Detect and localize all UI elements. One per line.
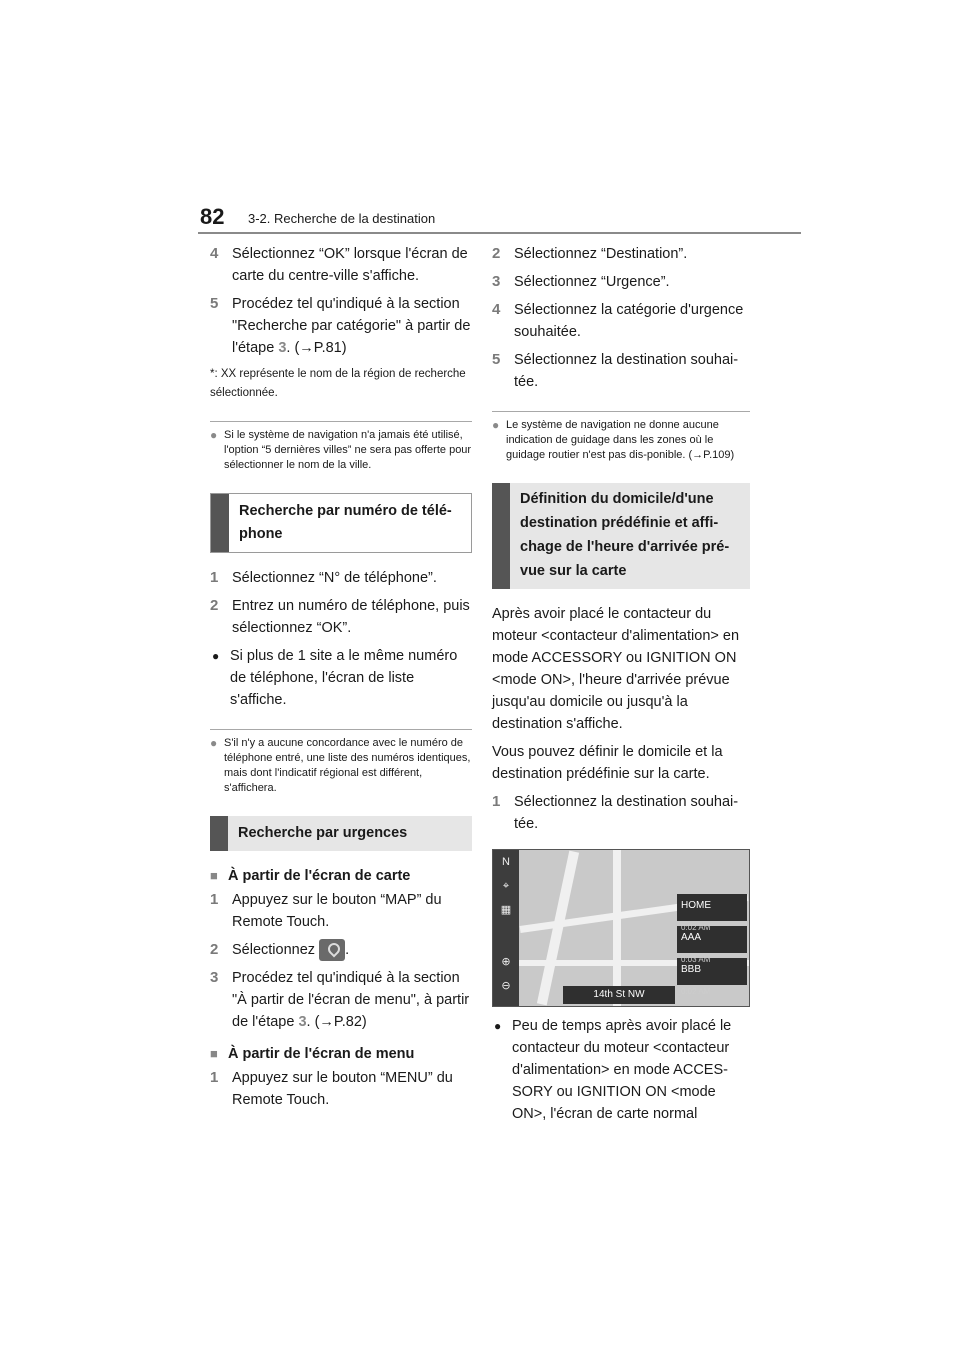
step-text: Appuyez sur le bouton “MENU” du Remote Touch. — [232, 1070, 453, 1109]
step-number: 1 — [210, 891, 219, 908]
square-bullet-icon: ■ — [210, 868, 218, 883]
step — [210, 889, 472, 933]
bullet-text: Si plus de 1 site a le même numéro de téléphone, l'écran de liste s'affiche. — [230, 648, 458, 708]
step-number: 4 — [492, 301, 501, 318]
destination-item[interactable] — [677, 894, 747, 932]
destination-item[interactable] — [677, 926, 747, 964]
heading-box-urgence — [210, 816, 472, 851]
step — [492, 271, 750, 293]
step-text: Sélectionnez “N° de téléphone”. — [232, 570, 437, 586]
step-text: Sélectionnez “OK” lorsque l'écran de carte du centre-ville s'affiche. — [232, 246, 468, 284]
grid-icon[interactable]: ▦ — [500, 904, 512, 916]
destination-name: AAA — [681, 932, 702, 943]
note-text: S'il n'y a aucune concordance avec le numéro de téléphone entré, une liste des numéros identiques, mais dont l'indicatif régional est différent, s'affichera. — [224, 737, 471, 794]
street-name-bar: 14th St NW — [563, 986, 675, 1004]
step — [210, 967, 472, 1033]
heading-bar — [492, 483, 510, 589]
subheading — [210, 1043, 472, 1065]
step — [210, 595, 472, 639]
step-number: 1 — [210, 1069, 219, 1087]
step-text: Sélectionnez la catégorie d'urgence souhaitée. — [514, 302, 744, 340]
step-number: 2 — [210, 941, 219, 958]
right-column — [492, 243, 750, 1131]
step-text-part: . — [345, 942, 350, 958]
step-number: 1 — [210, 569, 219, 586]
heading-bar — [210, 816, 228, 851]
step-text — [232, 967, 472, 1033]
subheading — [210, 865, 472, 887]
map-road — [613, 850, 621, 1006]
page-link[interactable]: . (→P.81) — [286, 340, 347, 356]
destination-pin-icon — [319, 939, 345, 961]
map-side-toolbar — [493, 850, 519, 1006]
header-divider — [198, 232, 801, 234]
step-text — [232, 939, 472, 961]
step-text: Appuyez sur le bouton “MAP” du Remote Touch. — [232, 892, 442, 930]
step-text: Sélectionnez “Urgence”. — [514, 274, 670, 290]
step-number: 5 — [492, 351, 501, 368]
bullet-item — [492, 1015, 750, 1125]
heading-bar — [211, 494, 229, 552]
note-divider — [492, 411, 750, 412]
step — [492, 299, 750, 343]
zoom-out-icon[interactable]: ⊖ — [501, 980, 511, 992]
step — [210, 243, 472, 287]
pin-icon[interactable]: ⌖ — [502, 880, 510, 892]
step — [210, 939, 472, 961]
subheading-text: À partir de l'écran de carte — [228, 868, 411, 884]
bullet-icon: ● — [494, 1019, 502, 1033]
note — [210, 428, 472, 473]
step — [492, 243, 750, 265]
heading-box-phone — [210, 493, 472, 553]
bullet-text: Peu de temps après avoir placé le contacteur du moteur <contacteur d'alimentation> en mode ACCES-SORY ou IGNITION ON <mode ON>, l'écran de carte normal — [512, 1018, 732, 1122]
destination-item[interactable] — [677, 958, 747, 996]
heading-text: Recherche par numéro de télé-phone — [239, 503, 452, 542]
heading-box-domicile — [492, 483, 750, 589]
note-bullet-icon: ● — [210, 428, 218, 442]
zoom-in-icon[interactable]: ⊕ — [501, 956, 511, 968]
step-number: 1 — [492, 793, 501, 810]
note-divider — [210, 421, 472, 422]
step-reference: 3 — [278, 340, 287, 356]
step — [492, 349, 750, 393]
step-text-part: Sélectionnez — [232, 942, 320, 958]
paragraph: Vous pouvez définir le domicile et la destination prédéfinie sur la carte. — [492, 744, 723, 782]
note-divider — [210, 729, 472, 730]
arrival-time: 0:02 AM — [681, 987, 711, 996]
bullet-icon: ● — [212, 649, 220, 663]
compass-icon[interactable]: N — [502, 856, 510, 868]
note — [492, 418, 750, 463]
arrival-time: 0:03 AM — [681, 955, 711, 964]
arrival-time: 0:02 AM — [681, 923, 711, 932]
step-text: Sélectionnez “Destination”. — [514, 246, 688, 262]
section-title: 3-2. Recherche de la destination — [248, 211, 436, 226]
step-text — [232, 293, 472, 359]
heading-text: Définition du domicile/d'une destination prédéfinie et affi-chage de l'heure d'arrivée pré-vue sur la carte — [520, 491, 730, 579]
note-bullet-icon: ● — [492, 418, 500, 432]
destination-name: HOME — [681, 900, 711, 911]
step-number: 2 — [492, 245, 501, 262]
step — [492, 791, 750, 835]
step — [210, 1067, 472, 1111]
note-text: Le système de navigation ne donne aucune indication de guidage dans les zones où le guidage routier n'est pas dis-ponible. (→P.109) — [506, 419, 735, 461]
destination-list — [677, 894, 747, 996]
paragraph: Après avoir placé le contacteur du moteur <contacteur d'alimentation> en mode ACCESSORY ou IGNITION ON <mode ON>, l'heure d'arrivée prévue jusqu'au domicile ou jusqu'à la destination s'affiche. — [492, 606, 740, 732]
step-number: 5 — [210, 295, 219, 312]
step-text-part: Procédez tel qu'indiqué à la section "Recherche par catégorie" à partir de l'étape — [232, 296, 471, 356]
step-text: Sélectionnez la destination souhai-tée. — [514, 352, 739, 390]
step-text: Sélectionnez la destination souhai-tée. — [514, 794, 739, 832]
step-number: 3 — [492, 273, 501, 290]
step — [210, 293, 472, 359]
step-number: 2 — [210, 597, 219, 614]
note — [210, 736, 472, 796]
left-column — [210, 243, 472, 1117]
step-text-part: Procédez tel qu'indiqué à la section "À partir de l'écran de menu", à partir de l'étape — [232, 970, 470, 1031]
page-number: 82 — [200, 204, 225, 229]
step-number: 3 — [210, 969, 219, 987]
footnote: *: XX représente le nom de la région de recherche sélectionnée. — [210, 368, 466, 399]
step — [210, 567, 472, 589]
step-reference: 3 — [298, 1014, 307, 1031]
note-bullet-icon: ● — [210, 736, 218, 750]
destination-name: BBB — [681, 964, 702, 975]
square-bullet-icon: ■ — [210, 1046, 218, 1062]
map-screenshot — [492, 849, 750, 1007]
step-number: 4 — [210, 245, 219, 262]
heading-text: Recherche par urgences — [238, 825, 408, 841]
step-text: Entrez un numéro de téléphone, puis sélectionnez “OK”. — [232, 598, 470, 636]
subheading-text: À partir de l'écran de menu — [228, 1046, 415, 1063]
bullet-item — [210, 645, 472, 711]
note-text: Si le système de navigation n'a jamais été utilisé, l'option “5 dernières villes” ne sera pas offerte pour sélectionner le nom de la ville. — [224, 429, 472, 471]
page-link[interactable]: . (→P.82) — [306, 1014, 367, 1031]
